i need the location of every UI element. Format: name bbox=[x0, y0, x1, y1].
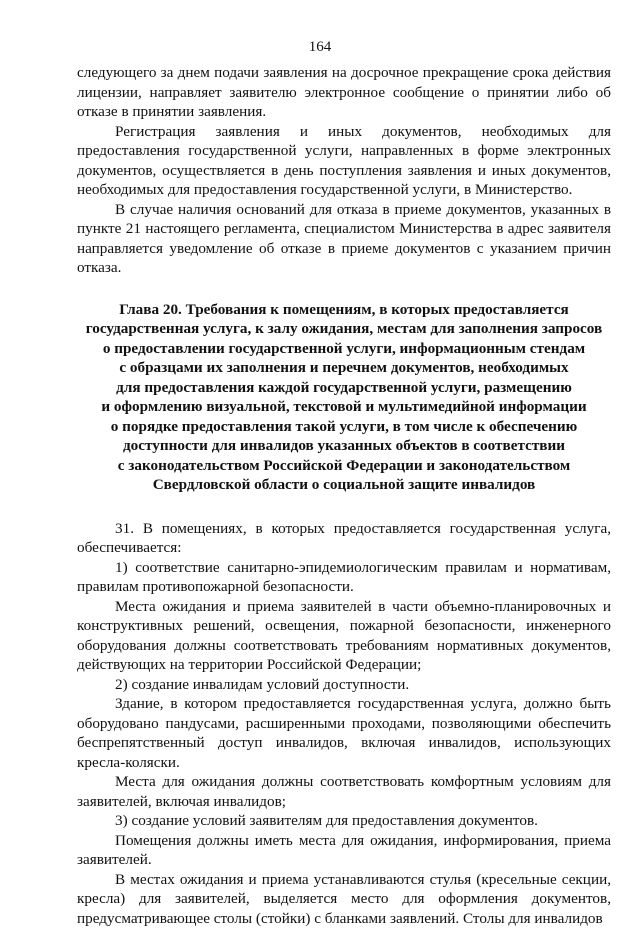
chapter-heading bbox=[77, 300, 611, 495]
chapter-heading-line: с законодательством Российской Федерации и законодательством bbox=[77, 456, 611, 476]
chapter-heading-line: Глава 20. Требования к помещениям, в которых предоставляется bbox=[77, 300, 611, 320]
chapter-heading-line: Свердловской области о социальной защите инвалидов bbox=[77, 475, 611, 495]
chapter-heading-line: доступности для инвалидов указанных объектов в соответствии bbox=[77, 436, 611, 456]
chapter-heading-line: о порядке предоставления такой услуги, в том числе к обеспечению bbox=[77, 417, 611, 437]
chapter-heading-line: государственная услуга, к залу ожидания, местам для заполнения запросов bbox=[77, 319, 611, 339]
paragraph-item-31: 31. В помещениях, в которых предоставляется государственная услуга, обеспечивается: bbox=[77, 519, 611, 558]
document-body bbox=[77, 63, 611, 928]
page-number: 164 bbox=[0, 38, 640, 56]
paragraph-continuation: следующего за днем подачи заявления на досрочное прекращение срока действия лицензии, направляет заявителю электронное сообщение о принятии либо об отказе в принятии заявления. bbox=[77, 63, 611, 122]
paragraph-subitem-2: 2) создание инвалидам условий доступности. bbox=[77, 675, 611, 695]
paragraph-refusal: В случае наличия оснований для отказа в приеме документов, указанных в пункте 21 настоящего регламента, специалистом Министерства в адрес заявителя направляется уведомление об отказе в приеме документов с указанием причин отказа. bbox=[77, 200, 611, 278]
chapter-heading-line: с образцами их заполнения и перечнем документов, необходимых bbox=[77, 358, 611, 378]
paragraph-waiting-comfort: Места для ожидания должны соответствовать комфортным условиям для заявителей, включая инвалидов; bbox=[77, 772, 611, 811]
chapter-heading-line: и оформлению визуальной, текстовой и мультимедийной информации bbox=[77, 397, 611, 417]
paragraph-subitem-3: 3) создание условий заявителям для предоставления документов. bbox=[77, 811, 611, 831]
paragraph-registration: Регистрация заявления и иных документов, необходимых для предоставления государственной услуги, направленных в форме электронных документов, осуществляется в день поступления заявления и иных документов, необходимых для предоставления государственной услуги, в Министерство. bbox=[77, 122, 611, 200]
paragraph-building-access: Здание, в котором предоставляется государственная услуга, должно быть оборудовано пандусами, расширенными проходами, позволяющими обеспечить беспрепятственный доступ инвалидов, включая инвалидов, использующих кресла-коляски. bbox=[77, 694, 611, 772]
chapter-heading-line: для предоставления каждой государственной услуги, размещению bbox=[77, 378, 611, 398]
paragraph-furniture: В местах ожидания и приема устанавливаются стулья (кресельные секции, кресла) для заявителей, выделяется место для оформления документов, предусматривающее столы (стойки) с бланками заявлений. Столы для инвалидов bbox=[77, 870, 611, 928]
paragraph-subitem-1: 1) соответствие санитарно-эпидемиологическим правилам и нормативам, правилам противопожарной безопасности. bbox=[77, 558, 611, 597]
paragraph-premises: Помещения должны иметь места для ожидания, информирования, приема заявителей. bbox=[77, 831, 611, 870]
paragraph-waiting-places: Места ожидания и приема заявителей в части объемно-планировочных и конструктивных решений, освещения, пожарной безопасности, инженерного оборудования должны соответствовать требованиям нормативных документов, действующих на территории Российской Федерации; bbox=[77, 597, 611, 675]
chapter-heading-line: о предоставлении государственной услуги, информационным стендам bbox=[77, 339, 611, 359]
